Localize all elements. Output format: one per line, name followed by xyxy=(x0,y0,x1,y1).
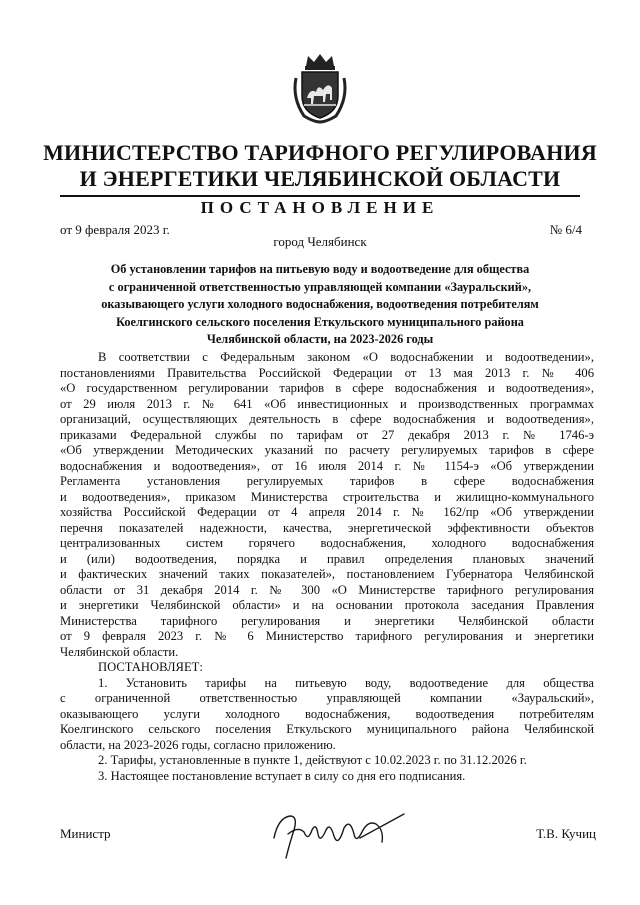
item3: 3. Настоящее постановление вступает в силу со дня его подписания. xyxy=(98,768,466,783)
subject-line: Челябинской области, на 2023-2026 годы xyxy=(206,332,434,347)
body-line: Регламента установления регулируемых тарифов в сфере водоснабжения xyxy=(60,474,594,488)
body-line: перечня показателей надежности, качества, энергетической эффективности объектов xyxy=(60,520,594,535)
header-divider xyxy=(60,195,580,197)
body-line: от 29 июля 2013 г. № 641 «Об инвестиционных и производственных программах xyxy=(60,396,594,411)
subject-line: оказывающего услуги холодного водоснабжения, водоотведения потребителям xyxy=(101,297,539,312)
document-body xyxy=(60,350,594,784)
subject-line: Коелгинского сельского поселения Еткульского муниципального района xyxy=(116,314,524,329)
document-subject xyxy=(60,261,580,349)
handwritten-signature xyxy=(264,808,414,864)
body-line: и (или) водоотведения, порядка и правил определения плановых значений xyxy=(60,551,594,566)
signatory-position: Министр xyxy=(60,826,111,841)
body-line: В соответствии с Федеральным законом «О водоснабжении и водоотведении», xyxy=(98,350,594,364)
body-line: организаций, осуществляющих деятельность в сфере водоснабжения и водоотведения», xyxy=(60,412,594,426)
ministry-name-line1: МИНИСТЕРСТВО ТАРИФНОГО РЕГУЛИРОВАНИЯ xyxy=(43,140,597,165)
document-date: от 9 февраля 2023 г. xyxy=(60,222,170,237)
document-number: № 6/4 xyxy=(549,222,582,237)
document-city: город Челябинск xyxy=(273,234,367,249)
ministry-name-line2: И ЭНЕРГЕТИКИ ЧЕЛЯБИНСКОЙ ОБЛАСТИ xyxy=(79,166,561,191)
body-line: постановлениями Правительства Российской Федерации от 13 мая 2013 г. № 406 xyxy=(60,365,594,380)
body-line: приказами Федеральной службы по тарифам от 27 декабря 2013 г. № 1746-э xyxy=(60,427,594,442)
body-line: хозяйства Российской Федерации от 4 апреля 2014 г. № 162/пр «Об утверждении xyxy=(60,505,594,519)
subject-line: Об установлении тарифов на питьевую воду и водоотведение для общества xyxy=(110,262,530,276)
item2: 2. Тарифы, установленные в пункте 1, действуют с 10.02.2023 г. по 31.12.2026 г. xyxy=(98,753,527,767)
body-line: и энергетики Челябинской области» и на основании протокола заседания Правления xyxy=(60,598,594,612)
body-line: «Об утверждении Методических указаний по расчету регулируемых тарифов в сфере xyxy=(60,443,594,457)
subject-line: с ограниченной ответственностью управляющей компании «Зауральский», xyxy=(108,279,532,294)
item1-line: 1. Установить тарифы на питьевую воду, водоотведение для общества xyxy=(98,675,594,690)
body-line: Министерства тарифного регулирования и энергетики Челябинской области xyxy=(60,613,594,628)
signatory-name: Т.В. Кучиц xyxy=(536,826,596,841)
body-line: централизованных систем горячего водоснабжения, холодного водоснабжения xyxy=(60,536,594,550)
coat-of-arms-icon xyxy=(290,52,350,124)
body-line: области от 31 декабря 2014 г. № 300 «О Министерстве тарифного регулирования xyxy=(60,582,594,597)
body-line: от 9 февраля 2023 г. № 6 Министерство тарифного регулирования и энергетики xyxy=(60,629,594,643)
document-type-title: ПОСТАНОВЛЕНИЕ xyxy=(200,198,440,217)
body-line: водоснабжения и водоотведения», от 16 июля 2014 г. № 1154-э «Об утверждении xyxy=(60,458,594,473)
body-line: и водоотведения», приказом Министерства строительства и жилищно-коммунального xyxy=(60,489,594,504)
body-line: Челябинской области. xyxy=(60,644,179,659)
item1-line: Коелгинского сельского поселения Еткульского муниципального района Челябинской xyxy=(60,722,594,736)
decree-word: ПОСТАНОВЛЯЕТ: xyxy=(98,660,203,674)
body-line: и фактических значений таких показателей», постановлением Губернатора Челябинской xyxy=(60,567,594,581)
item1-line: области, на 2023-2026 годы, согласно приложению. xyxy=(60,737,336,752)
body-line: «О государственном регулировании тарифов в сфере водоснабжения и водоотведения», xyxy=(60,381,594,395)
item1-line: оказывающего услуги холодного водоснабжения, водоотведения потребителям xyxy=(60,706,594,721)
item1-line: с ограниченной ответственностью управляющей компании «Зауральский», xyxy=(60,691,594,705)
